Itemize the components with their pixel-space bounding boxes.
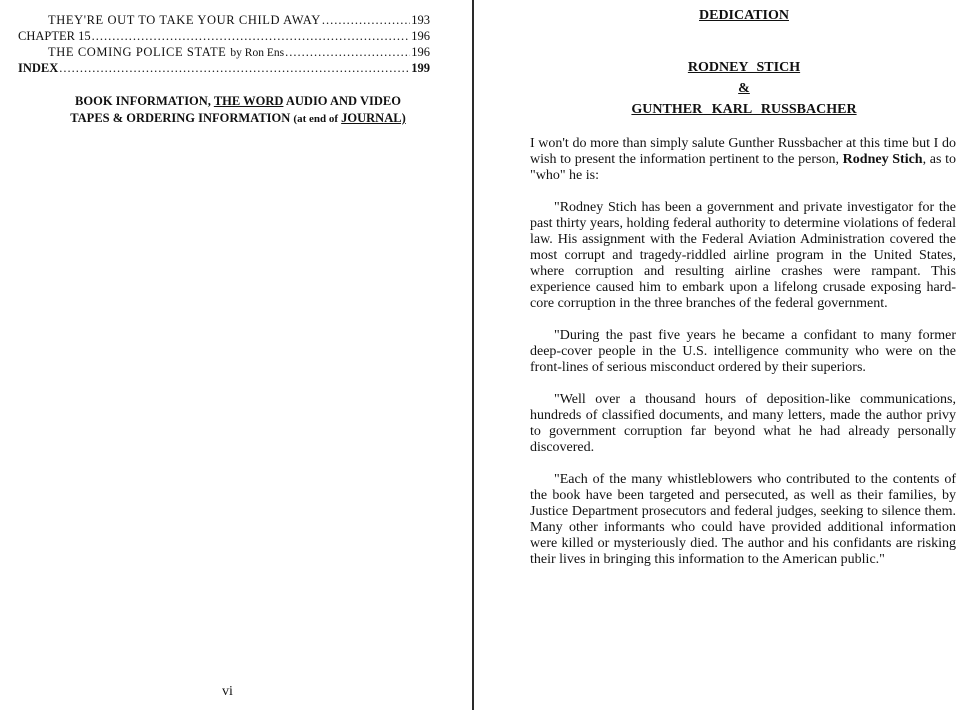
toc-leader-dots [322, 12, 410, 28]
toc-entry[interactable] [18, 44, 430, 60]
toc-entry-byline: by Ron Ens [230, 47, 285, 59]
dedicatee-name-2: GUNTHER KARL RUSSBACHER [631, 102, 857, 117]
toc-entry-title: THEY'RE OUT TO TAKE YOUR CHILD AWAY [48, 13, 321, 27]
toc-entry-title: THE COMING POLICE STATE [48, 45, 227, 59]
toc-entry-page: 196 [411, 29, 430, 43]
page-number: vi [222, 684, 233, 699]
intro-paragraph [530, 136, 956, 184]
toc-leader-dots [285, 44, 410, 60]
book-info-line-1 [28, 93, 448, 110]
quote-paragraph: "Well over a thousand hours of deposition-like communications, hundreds of classified documents, and many letters, made the author privy to government corruption far beyond what he had already personally discovered. [530, 392, 956, 455]
right-page [474, 0, 972, 710]
book-info-text: AUDIO AND VIDEO [285, 94, 401, 108]
table-of-contents [18, 12, 430, 76]
book-info-line-2 [28, 110, 448, 128]
left-page [0, 0, 472, 710]
toc-entry-title: CHAPTER 15 [18, 29, 91, 43]
book-info-text: BOOK INFORMATION, [75, 94, 211, 108]
quote-paragraph: "During the past five years he became a confidant to many former deep-cover people in the U.S. intelligence community who were on the front-lines of serious misconduct ordered by their superiors. [530, 328, 956, 375]
toc-entry[interactable] [18, 28, 430, 44]
toc-entry-page: 193 [411, 13, 430, 27]
intro-text-end: , as to "who" he is: [530, 152, 957, 183]
toc-entry[interactable] [18, 12, 430, 28]
the-word-title: THE WORD [213, 94, 284, 108]
quote-paragraph: "Each of the many whistleblowers who contributed to the contents of the book have been targeted and persecuted, as well as their families, by Justice Department prosecutors and federal judges, seeking to silence them. Many other informants who could have provided additional information were killed or mysteriously died. The author and his confidants are risking their lives in bringing this information to the American public." [530, 472, 956, 567]
book-info-text: TAPES & ORDERING INFORMATION [70, 111, 291, 125]
dedicatee-name-1: RODNEY STICH [687, 60, 801, 75]
dedication-body [530, 136, 956, 584]
quote-paragraph: "Rodney Stich has been a government and private investigator for the past thirty years, holding federal authority to determine violations of federal law. His assignment with the Federal Aviation Administration covered the most corrupt and tragedy-riddled airline program in the United States, where corruption and resulting airline crashes were rampant. This experience caused him to embark upon a lifelong crusade exposing hard-core corruption in the three branches of the federal government. [530, 200, 956, 311]
toc-entry-title: INDEX [18, 61, 59, 75]
toc-entry-page: 196 [411, 45, 430, 59]
ampersand: & [738, 81, 750, 96]
toc-leader-dots [59, 60, 410, 76]
journal-title: JOURNAL) [341, 111, 406, 125]
dedication-heading: DEDICATION [699, 8, 789, 23]
toc-leader-dots [92, 28, 411, 44]
intro-text: I won't do more than simply salute Gunther Russbacher at this time but I do wish to present the information pertinent to the person, [530, 136, 956, 167]
toc-entry-page: 199 [411, 61, 430, 75]
book-information-note [28, 93, 448, 128]
book-info-small-text: (at end of [293, 113, 339, 125]
toc-entry[interactable] [18, 60, 430, 76]
intro-bold-name: Rodney Stich [842, 152, 923, 167]
dedication-names [474, 57, 972, 120]
